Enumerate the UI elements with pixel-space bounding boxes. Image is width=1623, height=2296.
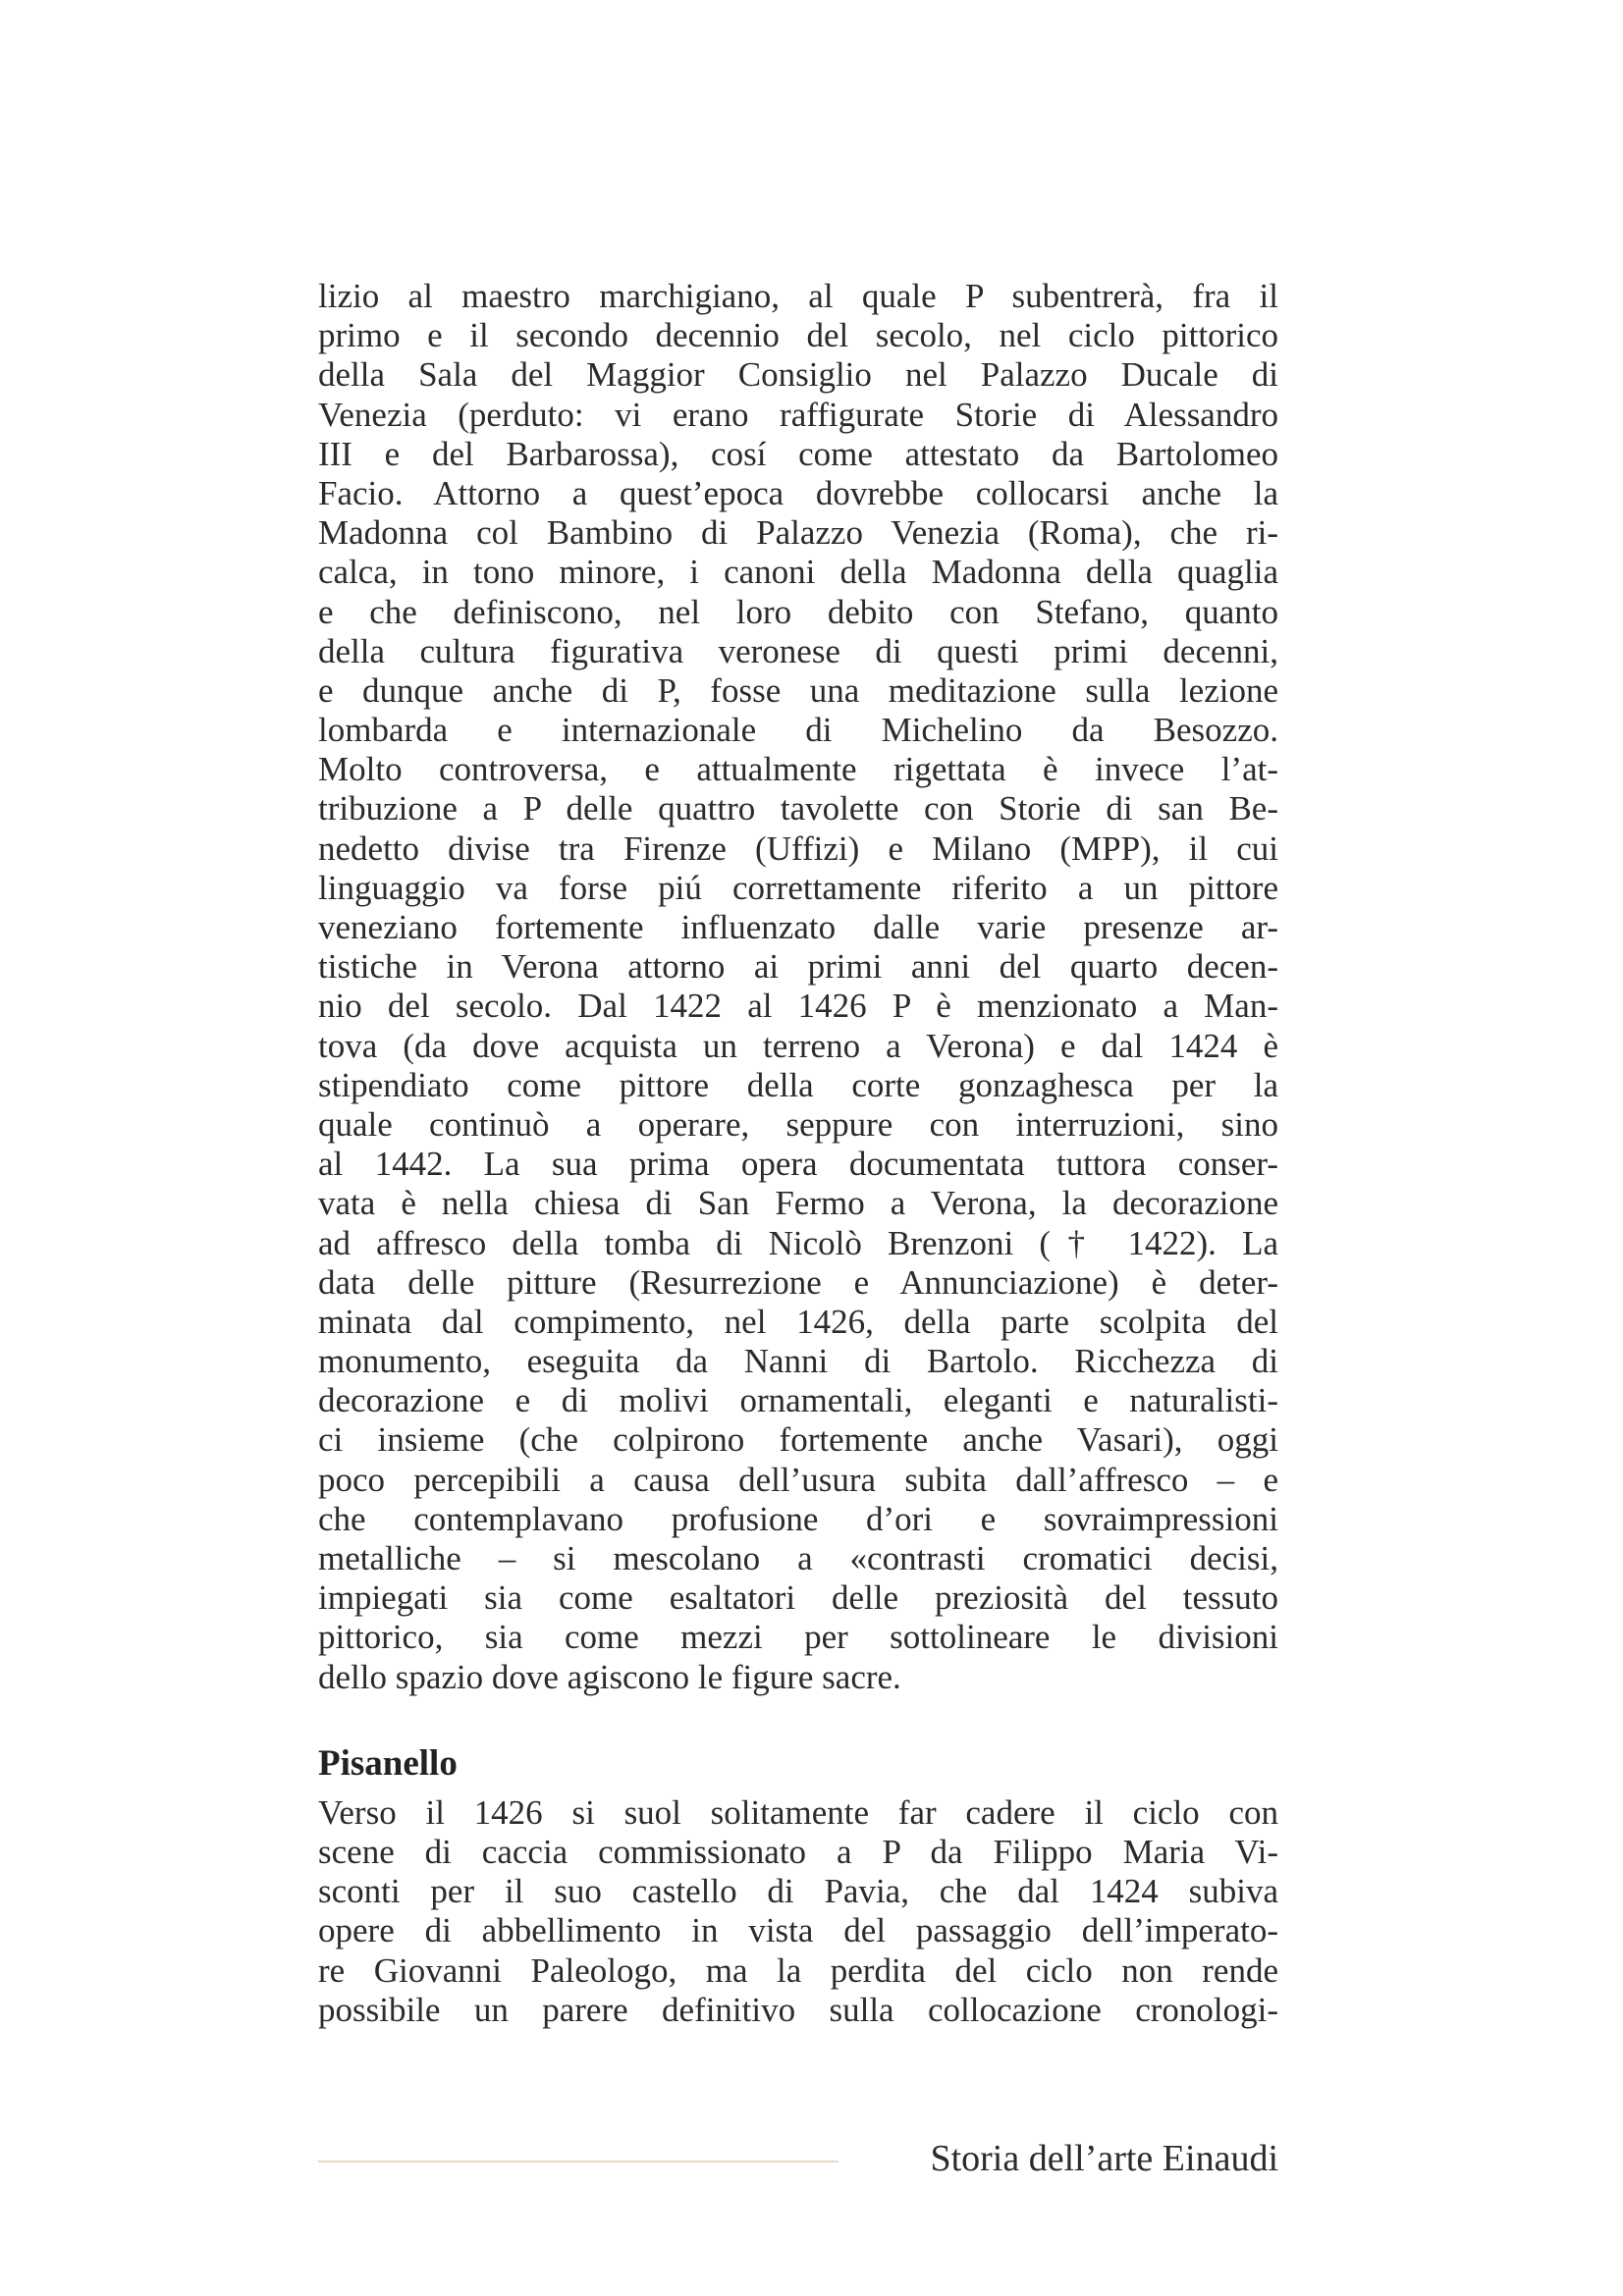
text-line: ad affresco della tomba di Nicolò Brenzoni († 1422). La xyxy=(318,1223,1278,1262)
text-line: tova (da dove acquista un terreno a Verona) e dal 1424 è xyxy=(318,1026,1278,1065)
section-paragraph xyxy=(318,1793,1278,2030)
text-column xyxy=(318,277,1278,2030)
text-line: scene di caccia commissionato a P da Filippo Maria Vi- xyxy=(318,1832,1278,1871)
text-line: Madonna col Bambino di Palazzo Venezia (Roma), che ri- xyxy=(318,513,1278,553)
text-line: Facio. Attorno a quest’epoca dovrebbe collocarsi anche la xyxy=(318,473,1278,512)
text-line: possibile un parere definitivo sulla collocazione cronologi- xyxy=(318,1990,1278,2029)
text-line: Verso il 1426 si suol solitamente far cadere il ciclo con xyxy=(318,1792,1278,1832)
text-line: primo e il secondo decennio del secolo, nel ciclo pittorico xyxy=(318,316,1278,355)
text-line: stipendiato come pittore della corte gonzaghesca per la xyxy=(318,1065,1278,1104)
text-line: che contemplavano profusione d’ori e sovraimpressioni xyxy=(318,1499,1278,1538)
text-line: poco percepibili a causa dell’usura subita dall’affresco – e xyxy=(318,1460,1278,1499)
text-line: e che definiscono, nel loro debito con Stefano, quanto xyxy=(318,592,1278,631)
text-line: impiegati sia come esaltatori delle preziosità del tessuto xyxy=(318,1578,1278,1618)
text-line: ci insieme (che colpirono fortemente anche Vasari), oggi xyxy=(318,1420,1278,1460)
text-line: re Giovanni Paleologo, ma la perdita del ciclo non rende xyxy=(318,1950,1278,1990)
text-line: metalliche – si mescolano a «contrasti cromatici decisi, xyxy=(318,1539,1278,1577)
text-line: minata dal compimento, nel 1426, della parte scolpita del xyxy=(318,1302,1278,1341)
text-line: sconti per il suo castello di Pavia, che dal 1424 subiva xyxy=(318,1872,1278,1911)
text-line: decorazione e di molivi ornamentali, eleganti e naturalisti- xyxy=(318,1381,1278,1420)
text-line: opere di abbellimento in vista del passaggio dell’imperato- xyxy=(318,1911,1278,1950)
text-line: calca, in tono minore, i canoni della Madonna della quaglia xyxy=(318,553,1278,592)
text-line: e dunque anche di P, fosse una meditazione sulla lezione xyxy=(318,670,1278,710)
text-line: data delle pitture (Resurrezione e Annunciazione) è deter- xyxy=(318,1262,1278,1302)
text-line: quale continuò a operare, seppure con interruzioni, sino xyxy=(318,1104,1278,1144)
text-line: della cultura figurativa veronese di questi primi decenni, xyxy=(318,631,1278,670)
text-line: III e del Barbarossa), cosí come attestato da Bartolomeo xyxy=(318,434,1278,473)
text-line: Molto controversa, e attualmente rigettata è invece l’at- xyxy=(318,750,1278,789)
text-line: lizio al maestro marchigiano, al quale P subentrerà, fra il xyxy=(318,277,1278,315)
text-line: monumento, eseguita da Nanni di Bartolo. Ricchezza di xyxy=(318,1342,1278,1381)
text-line: vata è nella chiesa di San Fermo a Verona, la decorazione xyxy=(318,1184,1278,1223)
text-line: tribuzione a P delle quattro tavolette con Storie di san Be- xyxy=(318,789,1278,828)
section-heading: Pisanello xyxy=(318,1742,458,1784)
footer-publisher: Storia dell’arte Einaudi xyxy=(930,2138,1278,2179)
text-line: nio del secolo. Dal 1422 al 1426 P è menzionato a Man- xyxy=(318,987,1278,1026)
text-line: linguaggio va forse piú correttamente riferito a un pittore xyxy=(318,868,1278,907)
text-line: Venezia (perduto: vi erano raffigurate Storie di Alessandro xyxy=(318,395,1278,434)
text-line: lombarda e internazionale di Michelino da Besozzo. xyxy=(318,711,1278,750)
text-line: della Sala del Maggior Consiglio nel Palazzo Ducale di xyxy=(318,355,1278,395)
text-line: pittorico, sia come mezzi per sottolineare le divisioni xyxy=(318,1618,1278,1657)
text-line: al 1442. La sua prima opera documentata tuttora conser- xyxy=(318,1145,1278,1184)
footer-divider xyxy=(318,2161,839,2163)
text-line: dello spazio dove agiscono le figure sacre. xyxy=(318,1657,901,1696)
body-paragraph xyxy=(318,277,1278,1697)
text-line: tistiche in Verona attorno ai primi anni del quarto decen- xyxy=(318,947,1278,987)
text-line: veneziano fortemente influenzato dalle varie presenze ar- xyxy=(318,908,1278,946)
text-line: nedetto divise tra Firenze (Uffizi) e Milano (MPP), il cui xyxy=(318,828,1278,868)
